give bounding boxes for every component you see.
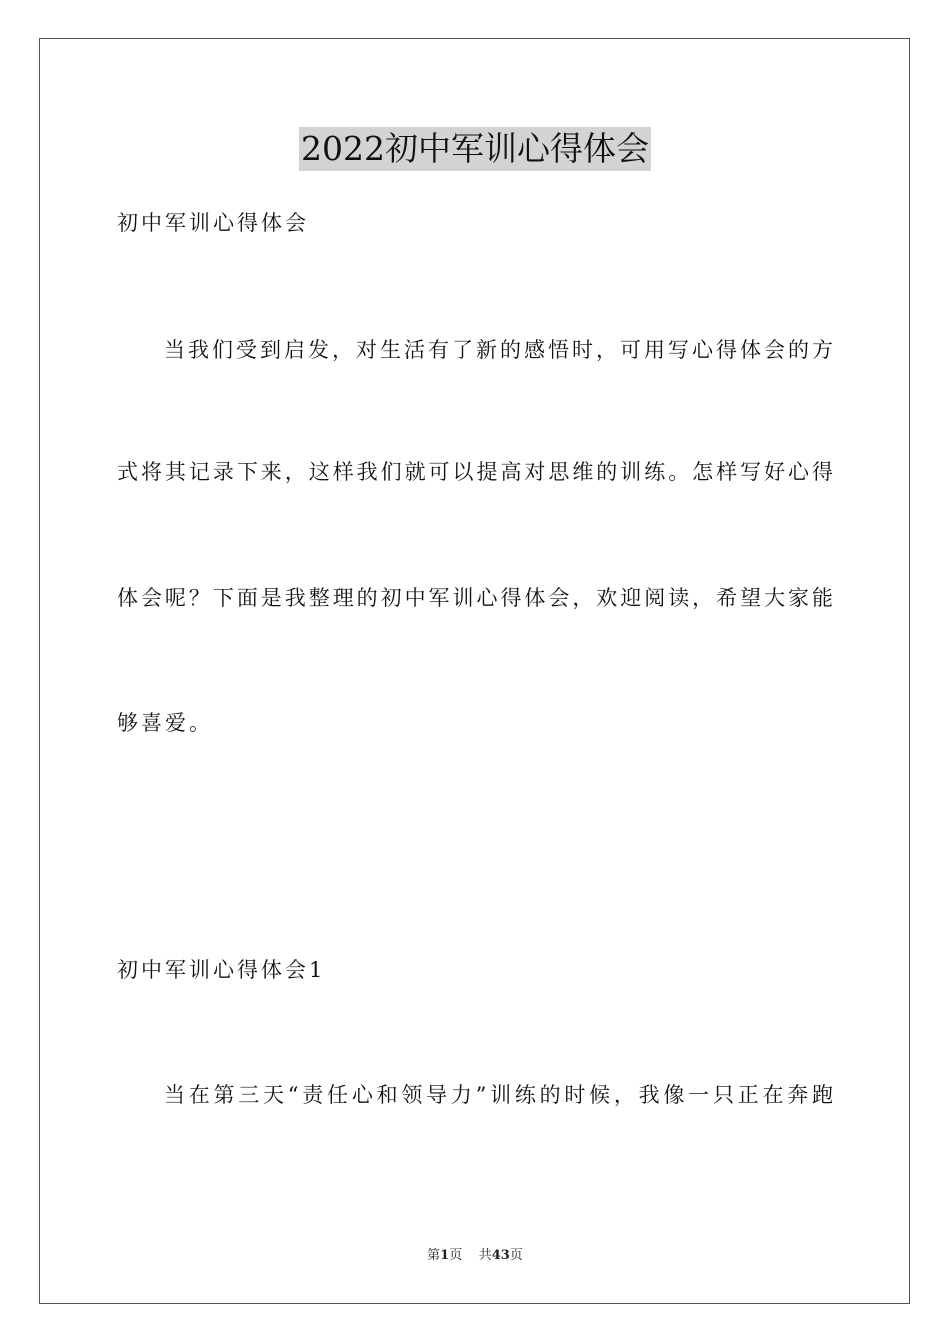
page-footer — [0, 1247, 950, 1265]
paragraph1-line-1: 当我们受到启发，对生活有了新的感悟时，可用写心得体会的方 — [164, 338, 833, 362]
paragraph1-line-2: 式将其记录下来，这样我们就可以提高对思维的训练。怎样写好心得 — [117, 460, 833, 484]
page-label-suffix: 页 — [449, 1248, 463, 1263]
total-label-prefix: 共 — [478, 1248, 492, 1263]
document-title-wrap — [0, 127, 950, 177]
total-label-suffix: 页 — [509, 1248, 523, 1263]
total-pages: 43 — [491, 1248, 510, 1263]
paragraph1-line-4: 够喜爱。 — [117, 711, 213, 735]
section1-heading: 初中军训心得体会1 — [117, 958, 326, 982]
document-subtitle: 初中军训心得体会 — [117, 211, 309, 235]
section1-line-1: 当在第三天“责任心和领导力”训练的时候，我像一只正在奔跑 — [164, 1083, 833, 1107]
page-number: 1 — [440, 1248, 450, 1263]
paragraph1-line-3: 体会呢？下面是我整理的初中军训心得体会，欢迎阅读，希望大家能 — [117, 586, 833, 610]
page-label-prefix: 第 — [427, 1248, 441, 1263]
document-title: 2022初中军训心得体会 — [299, 127, 651, 171]
